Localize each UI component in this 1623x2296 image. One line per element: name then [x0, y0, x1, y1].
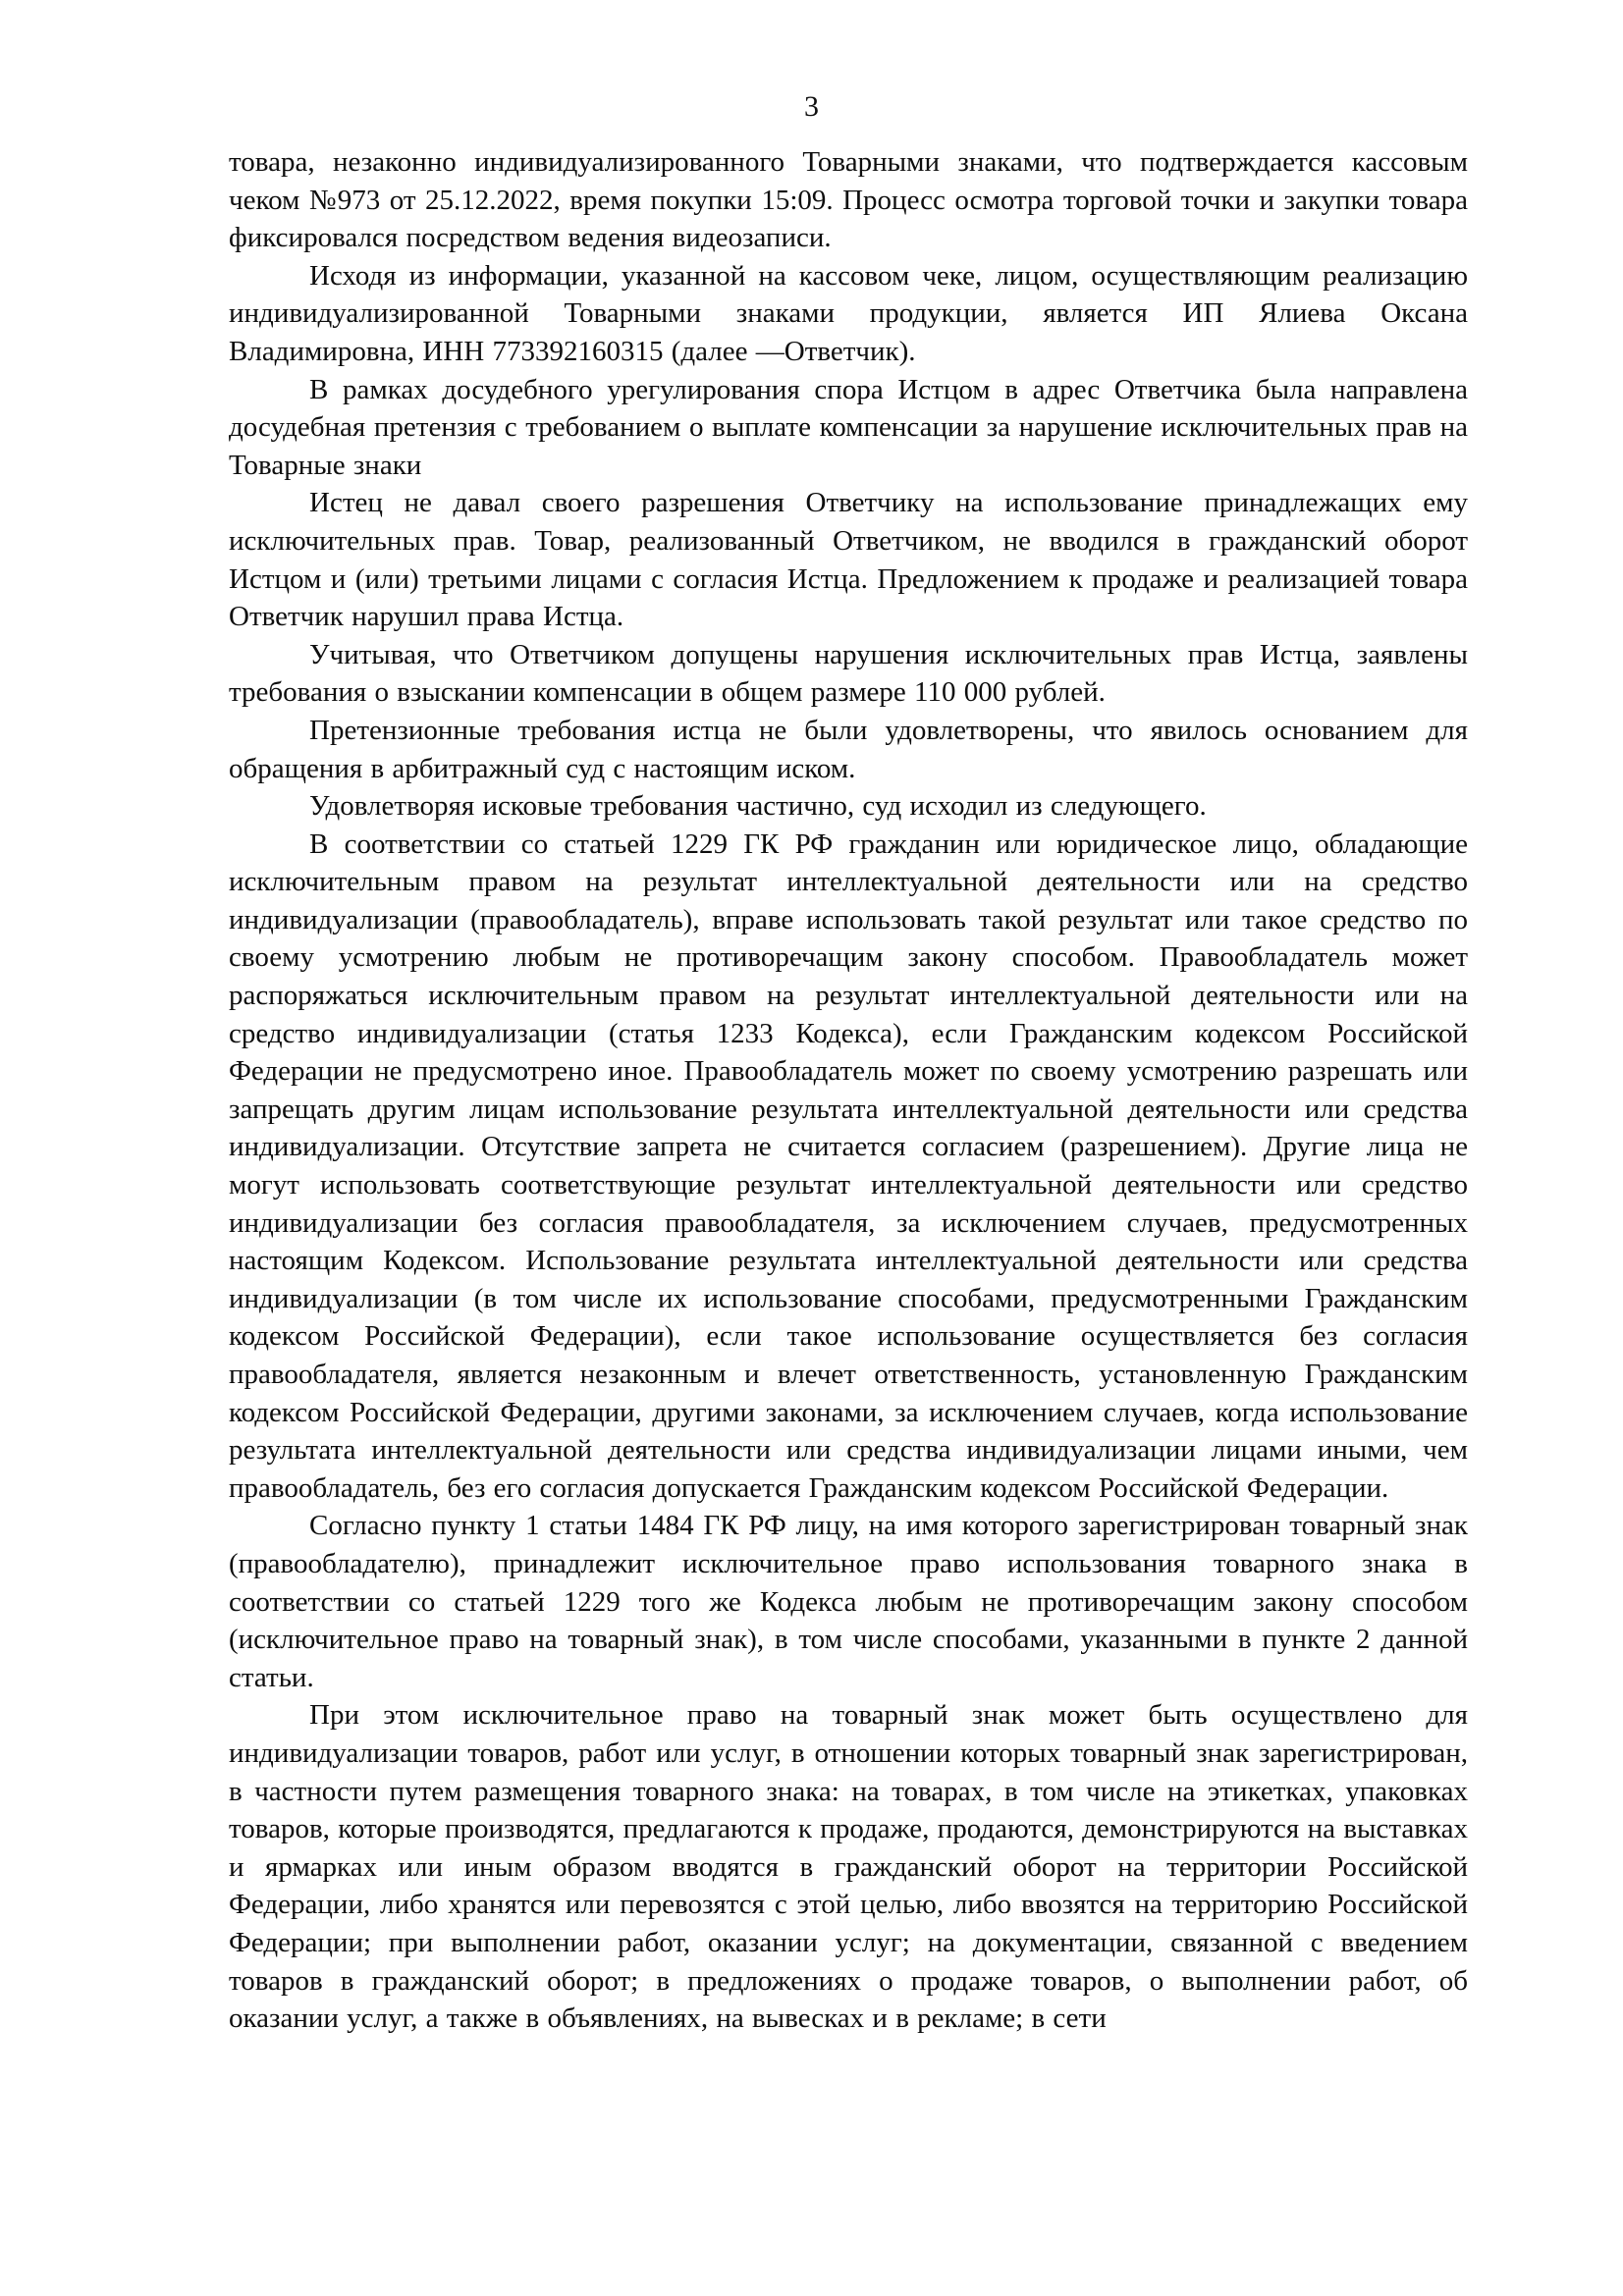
- body-paragraph: В рамках досудебного урегулирования спора Истцом в адрес Ответчика была направлена досудебная претензия с требованием о выплате компенсации за нарушение исключительных прав на Товарные знаки: [229, 373, 1468, 481]
- body-paragraph: В соответствии со статьей 1229 ГК РФ гражданин или юридическое лицо, обладающие исключительным правом на результат интеллектуальной деятельности или на средство индивидуализации (правообладатель), вправе использовать такой результат или такое средство по своему усмотрению любым не противоречащим закону способом. Правообладатель может распоряжаться исключительным правом на результат интеллектуальной деятельности или на средство индивидуализации (статья 1233 Кодекса), если Гражданским кодексом Российской Федерации не предусмотрено иное. Правообладатель может по своему усмотрению разрешать или запрещать другим лицам использование результата интеллектуальной деятельности или средства индивидуализации. Отсутствие запрета не считается согласием (разрешением). Другие лица не могут использовать соответствующие результат интеллектуальной деятельности или средство индивидуализации без согласия правообладателя, за исключением случаев, предусмотренных настоящим Кодексом. Использование результата интеллектуальной деятельности или средства индивидуализации (в том числе их использование способами, предусмотренными Гражданским кодексом Российской Федерации), если такое использование осуществляется без согласия правообладателя, является незаконным и влечет ответственность, установленную Гражданским кодексом Российской Федерации, другими законами, за исключением случаев, когда использование результата интеллектуальной деятельности или средства индивидуализации лицами иными, чем правообладатель, без его согласия допускается Гражданским кодексом Российской Федерации.: [229, 828, 1468, 1504]
- body-paragraph: Исходя из информации, указанной на кассовом чеке, лицом, осуществляющим реализацию индивидуализированной Товарными знаками продукции, является ИП Ялиева Оксана Владимировна, ИНН 773392160315 (далее —Ответчик).: [229, 259, 1468, 367]
- body-paragraph: Удовлетворяя исковые требования частично, суд исходил из следующего.: [309, 790, 1207, 823]
- body-paragraph: Учитывая, что Ответчиком допущены нарушения исключительных прав Истца, заявлены требования о взыскании компенсации в общем размере 110 000 рублей.: [229, 638, 1468, 709]
- document-body: [229, 143, 1468, 2038]
- body-paragraph: При этом исключительное право на товарный знак может быть осуществлено для индивидуализации товаров, работ или услуг, в отношении которых товарный знак зарегистрирован, в частности путем размещения товарного знака: на товарах, в том числе на этикетках, упаковках товаров, которые производятся, предлагаются к продаже, продаются, демонстрируются на выставках и ярмарках или иным образом вводятся в гражданский оборот на территории Российской Федерации, либо хранятся или перевозятся с этой целью, либо ввозятся на территорию Российской Федерации; при выполнении работ, оказании услуг; на документации, связанной с введением товаров в гражданский оборот; в предложениях о продаже товаров, о выполнении работ, об оказании услуг, а также в объявлениях, на вывесках и в рекламе; в сети: [229, 1699, 1468, 2035]
- page-number: 3: [804, 90, 819, 123]
- body-paragraph: Согласно пункту 1 статьи 1484 ГК РФ лицу, на имя которого зарегистрирован товарный знак (правообладателю), принадлежит исключительное право использования товарного знака в соответствии со статьей 1229 того же Кодекса любым не противоречащим закону способом (исключительное право на товарный знак), в том числе способами, указанными в пункте 2 данной статьи.: [229, 1510, 1468, 1693]
- body-paragraph: Претензионные требования истца не были удовлетворены, что явилось основанием для обращения в арбитражный суд с настоящим иском.: [229, 714, 1468, 784]
- body-paragraph: товара, незаконно индивидуализированного Товарными знаками, что подтверждается кассовым чеком №973 от 25.12.2022, время покупки 15:09. Процесс осмотра торговой точки и закупки товара фиксировался посредством ведения видеозаписи.: [229, 146, 1468, 254]
- body-paragraph: Истец не давал своего разрешения Ответчику на использование принадлежащих ему исключительных прав. Товар, реализованный Ответчиком, не вводился в гражданский оборот Истцом и (или) третьими лицами с согласия Истца. Предложением к продаже и реализацией товара Ответчик нарушил права Истца.: [229, 487, 1468, 633]
